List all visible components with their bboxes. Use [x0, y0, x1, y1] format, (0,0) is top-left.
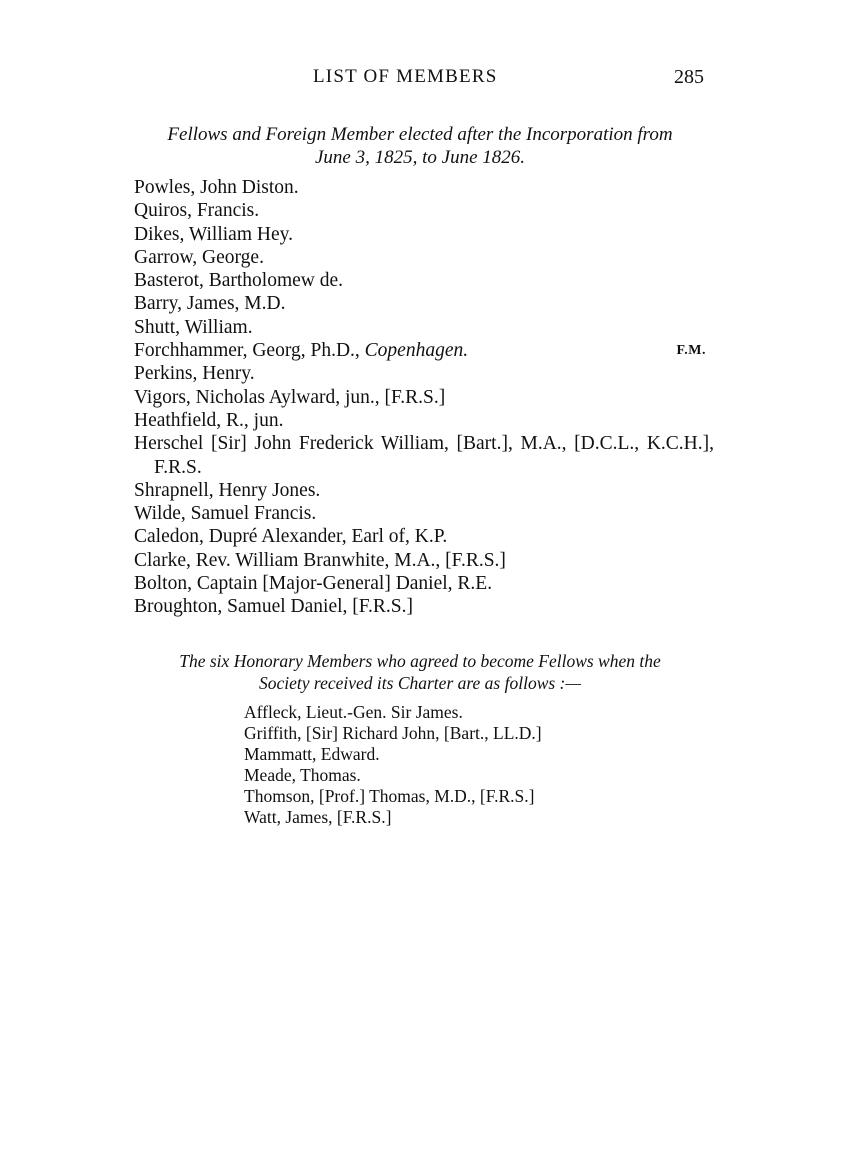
list-item: Clarke, Rev. William Branwhite, M.A., [F.R.S.] — [134, 549, 506, 571]
entry-location: Copenhagen. — [364, 340, 469, 362]
list-item: Shrapnell, Henry Jones. — [134, 479, 321, 501]
list-item: Garrow, George. — [134, 246, 264, 268]
page-title: LIST OF MEMBERS — [313, 66, 498, 87]
list-item: Meade, Thomas. — [244, 765, 361, 785]
list-item: Quiros, Francis. — [134, 200, 260, 222]
list-item: Wilde, Samuel Francis. — [134, 503, 317, 525]
section-heading-honorary — [120, 650, 720, 694]
section-heading-fellows — [120, 123, 720, 169]
list-item: Perkins, Henry. — [134, 363, 255, 385]
list-item: Barry, James, M.D. — [134, 293, 286, 315]
list-item: Watt, James, [F.R.S.] — [244, 807, 392, 827]
list-item: Griffith, [Sir] Richard John, [Bart., LL.D.] — [244, 723, 542, 743]
list-item: Basterot, Bartholomew de. — [134, 270, 344, 292]
section-heading-line: Fellows and Foreign Member elected after the Incorporation from — [167, 124, 673, 145]
list-item: Vigors, Nicholas Aylward, jun., [F.R.S.] — [134, 386, 446, 408]
list-item: Mammatt, Edward. — [244, 744, 380, 764]
list-item: Heathfield, R., jun. — [134, 409, 284, 431]
list-item: Caledon, Dupré Alexander, Earl of, K.P. — [134, 526, 448, 548]
list-item: Thomson, [Prof.] Thomas, M.D., [F.R.S.] — [244, 786, 535, 806]
entry-text: Forchhammer, Georg, Ph.D., — [134, 340, 365, 362]
section-heading-line: Society received its Charter are as follows :— — [259, 673, 581, 693]
list-item: Powles, John Diston. — [134, 177, 299, 198]
page-number: 285 — [674, 66, 704, 88]
list-item: Affleck, Lieut.-Gen. Sir James. — [244, 702, 463, 722]
list-item: Shutt, William. — [134, 316, 253, 338]
list-item: Bolton, Captain [Major-General] Daniel, R.E. — [134, 573, 493, 595]
running-head — [0, 66, 850, 92]
list-item: Herschel [Sir] John Frederick William, [Bart.], M.A., [D.C.L., K.C.H.], F.R.S. — [134, 433, 714, 478]
foreign-member-tag: F.M. — [676, 343, 706, 359]
list-item: Broughton, Samuel Daniel, [F.R.S.] — [134, 596, 414, 618]
list-item-forchhammer — [134, 339, 714, 362]
honorary-members-list — [244, 702, 664, 828]
section-heading-line: The six Honorary Members who agreed to become Fellows when the — [179, 651, 661, 671]
fellows-list — [134, 176, 714, 619]
section-heading-line: June 3, 1825, to June 1826. — [314, 147, 525, 168]
list-item: Dikes, William Hey. — [134, 223, 293, 245]
